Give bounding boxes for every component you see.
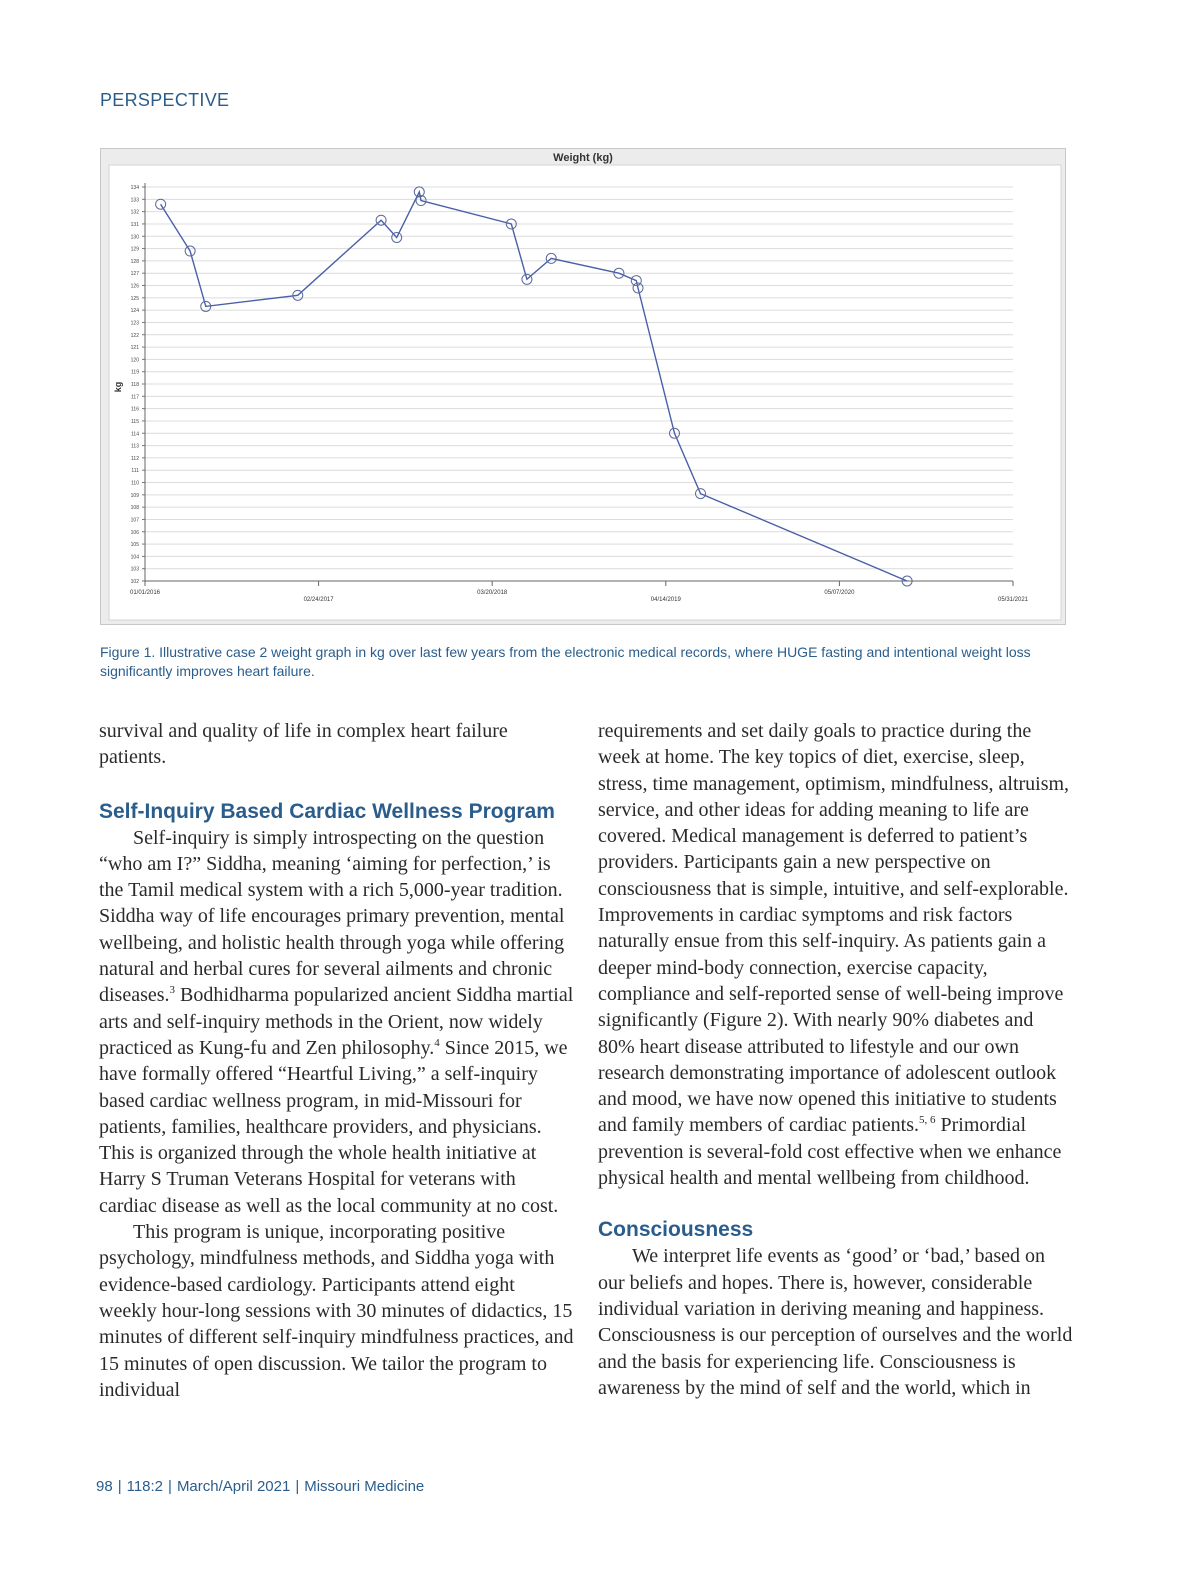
page-footer xyxy=(96,1478,424,1495)
y-tick-label: 113 xyxy=(131,443,139,450)
y-tick-label: 110 xyxy=(131,480,139,487)
article-right-column xyxy=(598,718,1073,1401)
page-number: 98 xyxy=(96,1478,113,1495)
y-tick-label: 127 xyxy=(130,271,139,278)
paragraph-text: Since 2015, we have formally offered “Heartful Living,” a self-inquiry based cardiac wellness program, in mid-Missouri for patients, families, healthcare providers, and physicians. This is organized through the whole health initiative at Harry S Truman Veterans Hospital for veterans with cardiac disease as well as the local community at no cost. xyxy=(99,1036,568,1217)
x-tick-label: 03/20/2018 xyxy=(477,590,508,596)
section-label: PERSPECTIVE xyxy=(100,90,230,110)
x-tick-label: 04/14/2019 xyxy=(650,597,681,603)
issue-number: 118:2 xyxy=(126,1478,164,1495)
weight-chart xyxy=(101,149,1065,624)
issue-date: March/April 2021 xyxy=(176,1478,291,1495)
y-tick-label: 107 xyxy=(130,517,139,524)
journal-name: Missouri Medicine xyxy=(304,1478,425,1495)
reference-4[interactable]: 4 xyxy=(434,1036,440,1049)
paragraph-text: Self-inquiry is simply introspecting on the question “who am I?” Siddha, meaning ‘aiming for perfection,’ is the Tamil medical system with a rich 5,000-year tradition. Siddha way of life encourages primary prevention, mental wellbeing, and holistic health through yoga while offering natural and herbal cures for several ailments and chronic diseases. xyxy=(99,826,565,1007)
y-tick-label: 111 xyxy=(131,468,139,475)
y-tick-label: 109 xyxy=(130,492,139,499)
section-heading-consciousness: Consciousness xyxy=(598,1218,754,1242)
paragraph: survival and quality of life in complex heart failure patients. xyxy=(99,720,508,769)
y-tick-label: 103 xyxy=(130,566,139,573)
weight-chart-figure xyxy=(100,148,1066,625)
y-tick-label: 130 xyxy=(130,234,139,241)
y-tick-label: 108 xyxy=(130,505,139,512)
x-tick-label: 01/01/2016 xyxy=(129,590,161,596)
reference-3[interactable]: 3 xyxy=(169,984,176,997)
chart-panel xyxy=(109,165,1061,620)
section-heading-wellness-program: Self-Inquiry Based Cardiac Wellness Program xyxy=(99,799,555,823)
y-tick-label: 102 xyxy=(130,579,139,585)
x-tick-label: 05/07/2020 xyxy=(824,590,855,596)
y-tick-label: 116 xyxy=(131,406,139,413)
y-tick-label: 121 xyxy=(130,345,139,352)
paragraph: We interpret life events as ‘good’ or ‘bad,’ based on our beliefs and hopes. There is, however, considerable individual variation in deriving meaning and happiness. Consciousness is our perception of ourselves and the world and the basis for experiencing life. Consciousness is awareness by the mind of self and the world, which in xyxy=(598,1245,1073,1399)
y-tick-label: 134 xyxy=(130,185,139,191)
footer-separator: | xyxy=(295,1478,300,1495)
paragraph xyxy=(99,825,574,1219)
y-tick-label: 118 xyxy=(131,382,139,388)
y-tick-label: 129 xyxy=(130,246,139,253)
y-tick-label: 115 xyxy=(131,418,139,425)
y-tick-label: 104 xyxy=(130,554,139,561)
y-tick-label: 105 xyxy=(130,542,139,549)
y-tick-label: 124 xyxy=(130,308,139,315)
figure-caption: Figure 1. Illustrative case 2 weight graph in kg over last few years from the electronic medical records, where HUGE fasting and intentional weight loss significantly improves heart failure. xyxy=(100,644,1031,679)
paragraph: This program is unique, incorporating positive psychology, mindfulness methods, and Siddha yoga with evidence-based cardiology. Participants attend eight weekly hour-long sessions with 30 minutes of didactics, 15 minutes of different self-inquiry mindfulness practices, and 15 minutes of open discussion. We tailor the program to individual xyxy=(99,1221,574,1401)
y-tick-label: 133 xyxy=(130,197,139,204)
y-tick-label: 132 xyxy=(130,209,139,216)
y-tick-label: 114 xyxy=(131,431,139,438)
y-axis-label: kg xyxy=(113,381,123,393)
article-left-column xyxy=(99,718,574,1403)
y-tick-label: 123 xyxy=(130,320,139,327)
y-tick-label: 117 xyxy=(131,394,139,401)
y-tick-label: 128 xyxy=(130,258,139,265)
paragraph-text: Bodhidharma popularized ancient Siddha martial arts and self-inquiry methods in the Orient, now widely practiced as Kung-fu and Zen philosophy. xyxy=(99,984,574,1059)
y-tick-label: 125 xyxy=(130,295,139,302)
y-tick-label: 119 xyxy=(131,369,139,376)
y-tick-label: 126 xyxy=(130,283,139,290)
chart-title: Weight (kg) xyxy=(553,152,613,164)
paragraph xyxy=(598,718,1073,1191)
footer-separator: | xyxy=(168,1478,172,1495)
y-tick-label: 120 xyxy=(130,357,139,364)
y-tick-label: 106 xyxy=(130,529,139,536)
footer-separator: | xyxy=(117,1478,122,1495)
x-tick-label: 05/31/2021 xyxy=(997,597,1029,603)
y-tick-label: 112 xyxy=(131,455,139,462)
reference-5-6[interactable]: 5, 6 xyxy=(919,1114,936,1127)
paragraph-text: Primordial prevention is several-fold cost effective when we enhance physical health and mental wellbeing from childhood. xyxy=(598,1114,1062,1190)
x-tick-label: 02/24/2017 xyxy=(303,597,334,603)
y-tick-label: 131 xyxy=(130,221,139,228)
y-tick-label: 122 xyxy=(130,332,139,339)
paragraph-text: requirements and set daily goals to practice during the week at home. The key topics of diet, exercise, sleep, stress, time management, optimism, mindfulness, altruism, service, and other ideas for adding meaning to life are covered. Medical management is deferred to patient’s providers. Participants gain a new perspective on consciousness that is simple, intuitive, and self-explorable. Improvements in cardiac symptoms and risk factors naturally ensue from this self-inquiry. As patients gain a deeper mind-body connection, exercise capacity, compliance and self-reported sense of well-being improve significantly (Figure 2). With nearly 90% diabetes and 80% heart disease attributed to lifestyle and our own research demonstrating importance of adolescent outlook and mood, we have now opened this initiative to students and family members of cardiac patients. xyxy=(598,720,1070,1137)
